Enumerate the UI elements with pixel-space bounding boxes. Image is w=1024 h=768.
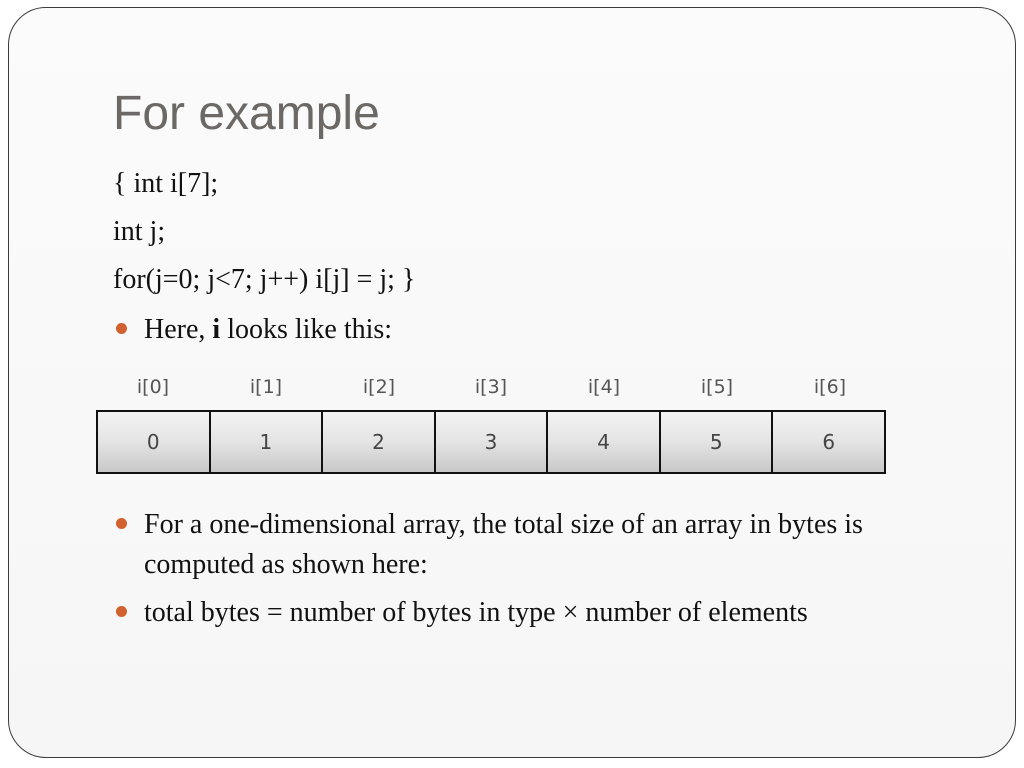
array-cell: 4: [548, 412, 661, 472]
bullet-text: For a one-dimensional array, the total size of an array in bytes is computed as shown here:: [144, 509, 863, 580]
bullet-bold-i: i: [212, 314, 221, 345]
code-line-1: { int i[7];: [113, 168, 219, 199]
array-index-label: i[3]: [474, 376, 508, 398]
array-cell: 5: [661, 412, 774, 472]
code-line-2: int j;: [113, 216, 166, 247]
array-cell: 2: [323, 412, 436, 472]
bullet-suffix: looks like this:: [220, 314, 393, 345]
bullet-prefix: Here,: [144, 314, 213, 345]
array-cell: 6: [773, 412, 884, 472]
array-cell: 0: [98, 412, 211, 472]
array-index-label: i[4]: [587, 376, 621, 398]
slide-title: For example: [113, 87, 380, 140]
array-cell: 3: [436, 412, 549, 472]
array-index-label: i[0]: [136, 376, 170, 398]
bullet-total-bytes: [116, 593, 964, 633]
bullet-text: [144, 310, 964, 350]
bullet-here-i: [116, 310, 964, 350]
array-index-label: i[1]: [249, 376, 283, 398]
bullet-one-dimensional: [116, 505, 964, 585]
array-cell: 1: [211, 412, 324, 472]
array-index-label: i[5]: [700, 376, 734, 398]
array-cells: [96, 410, 886, 474]
bullet-dot-icon: [116, 518, 127, 529]
array-index-label: i[2]: [362, 376, 396, 398]
code-line-3: for(j=0; j<7; j++) i[j] = j; }: [113, 264, 416, 295]
array-index-label: i[6]: [813, 376, 847, 398]
bullet-text: total bytes = number of bytes in type × number of elements: [144, 597, 808, 628]
bullet-dot-icon: [116, 323, 127, 334]
bullet-dot-icon: [116, 606, 127, 617]
array-diagram: [96, 376, 888, 476]
